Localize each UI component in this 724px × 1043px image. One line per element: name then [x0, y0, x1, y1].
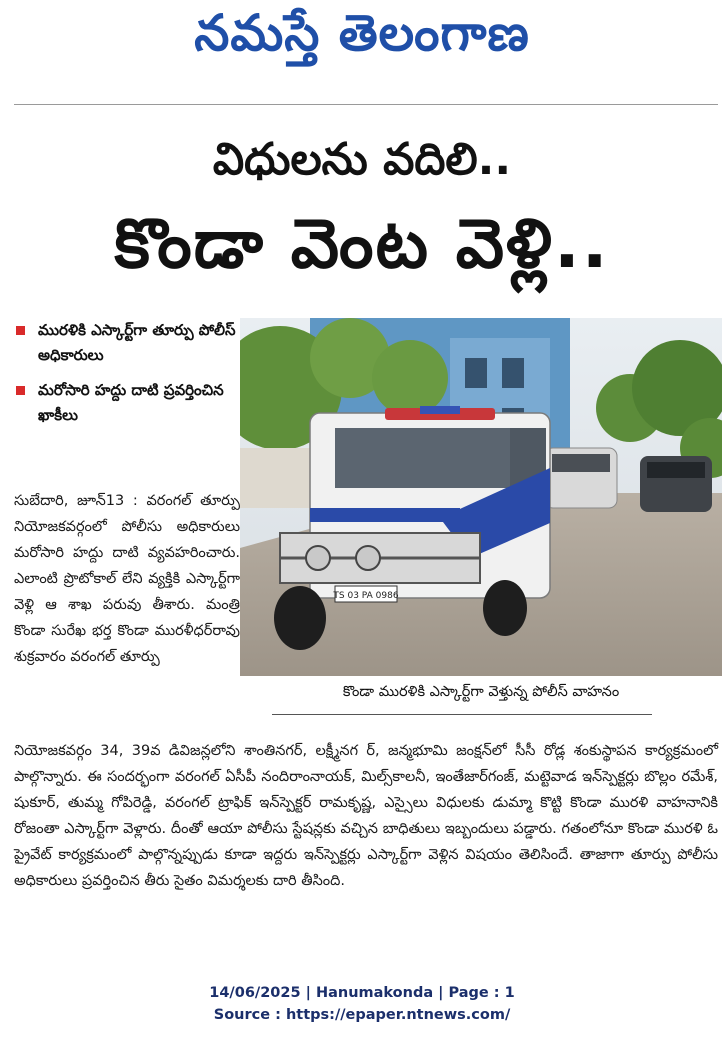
- highlight-item: [14, 318, 236, 368]
- highlight-text: మురళికి ఎస్కార్ట్‌గా తూర్పు పోలీస్ అధికారులు: [38, 321, 236, 364]
- caption-underline: [272, 714, 652, 715]
- photo-caption: కొండా మురళికి ఎస్కార్ట్‌గా వెళ్తున్న పోలీస్ వాహనం: [342, 684, 620, 700]
- bullet-square-icon: [16, 386, 25, 395]
- highlights-list: [14, 318, 236, 438]
- article-lead-column: సుబేదారి, జూన్13 : వరంగల్ తూర్పు నియోజకవర్గంలో పోలీసు అధికారులు మరోసారి హద్దు దాటి వ్యవహరించారు. ఎలాంటి ప్రొటోకాల్ లేని వ్యక్తికి ఎస్కార్ట్‌గా వెళ్లి ఆ శాఖ పరువు తీశారు. మంత్రి కొండా సురేఖ భర్త కొండా మురళీధర్‌రావు శుక్రవారం వరంగల్ తూర్పు: [14, 493, 240, 665]
- masthead: [0, 0, 724, 104]
- footer-source: Source : https://epaper.ntnews.com/: [213, 1007, 511, 1023]
- masthead-divider: [14, 104, 718, 105]
- page-footer: [0, 982, 724, 1026]
- license-plate: TS 03 PA 0986: [333, 591, 399, 601]
- highlight-item: [14, 378, 236, 428]
- article-body: నియోజకవర్గం 34, 39వ డివిజన్లలోని శాంతినగర్, లక్ష్మీనగ ర్, జన్మభూమి జంక్షన్‌లో సీసీ రోడ్ల శంకుస్థాపన కార్యక్రమంలో పాల్గొన్నారు. ఈ సందర్భంగా వరంగల్ ఏసీపీ నందిరాంనాయక్, మిల్స్‌కాలనీ, ఇంతేజార్‌గంజ్, మట్టెవాడ ఇన్‌స్పెక్టర్లు బొల్లం రమేశ్, షుకూర్, తుమ్మ గోపిరెడ్డి, వరంగల్ ట్రాఫిక్ ఇన్‌స్పెక్టర్ రామకృష్ణ, ఎస్సైలు విధులకు డుమ్మా కొట్టి కొండా మురళి వాహనానికి రోజంతా ఎస్కార్ట్‌గా వెళ్లారు. దీంతో ఆయా పోలీసు స్టేషన్లకు వచ్చిన బాధితులు ఇబ్బందులు పడ్డారు. గతంలోనూ కొండా మురళి ఓ ప్రైవేట్ కార్యక్రమంలో పాల్గొన్నప్పుడు కూడా ఇద్దరు ఇన్‌స్పెక్టర్లు ఎస్కార్ట్‌గా వెళ్లిన విషయం తెలిసిందే. తాజాగా తూర్పు పోలీసు అధికారులు ప్రవర్తించిన తీరు సైతం విమర్శలకు దారి తీసింది.: [14, 743, 718, 889]
- article-photo: [240, 318, 722, 676]
- article-kicker: విధులను వదిలి..: [212, 134, 512, 185]
- highlight-text: మరోసారి హద్దు దాటి ప్రవర్తించిన ఖాకీలు: [38, 381, 224, 424]
- newspaper-logo: నమస్తే తెలంగాణ: [194, 4, 530, 62]
- footer-date-edition: 14/06/2025 | Hanumakonda | Page : 1: [209, 985, 515, 1001]
- bullet-square-icon: [16, 326, 25, 335]
- article-headline: కొండా వెంట వెళ్లి..: [114, 205, 610, 284]
